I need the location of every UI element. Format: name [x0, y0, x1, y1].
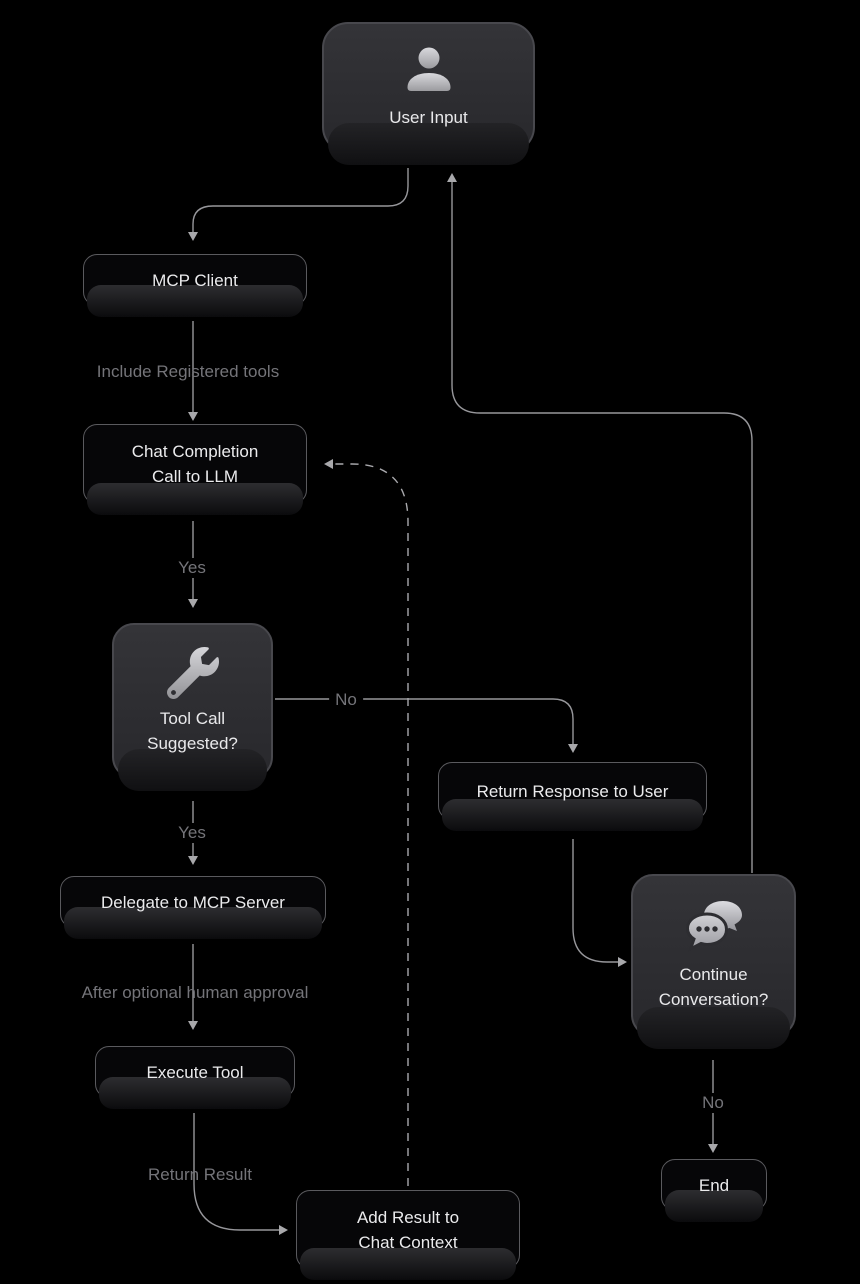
node-label-line2: Conversation?	[658, 990, 769, 1009]
node-end	[661, 1159, 767, 1211]
node-return-response	[438, 762, 707, 820]
arrowhead	[279, 1225, 288, 1235]
edge-label-yes-llm: Yes	[172, 558, 212, 578]
node-label-line1: Add Result to	[356, 1207, 460, 1227]
edge-user-input-to-mcp-client	[193, 168, 408, 232]
node-add-result	[296, 1190, 520, 1269]
edge-label-return-result: Return Result	[148, 1165, 252, 1184]
edge-label-no-tool: No	[329, 690, 363, 710]
arrowhead	[188, 856, 198, 865]
edge-label-include-registered-tools: Include Registered tools	[96, 362, 280, 381]
node-label: End	[698, 1175, 730, 1195]
node-label-line1: Chat Completion	[131, 442, 259, 461]
edge-tool-call-to-return-response	[275, 699, 573, 744]
node-delegate-mcp-server	[60, 876, 326, 928]
user-icon	[404, 46, 454, 96]
edge-label-no-continue: No	[696, 1093, 730, 1113]
node-label: Delegate to MCP Server	[101, 892, 285, 912]
wrench-icon	[167, 647, 219, 699]
edge-label-yes-tool: Yes	[172, 823, 212, 843]
chat-bubbles-icon	[683, 899, 745, 955]
node-label-line2: Chat Context	[358, 1232, 458, 1252]
node-label: Execute Tool	[146, 1062, 244, 1082]
arrowhead	[324, 459, 333, 469]
node-label: User Input	[389, 107, 468, 127]
arrowhead	[188, 412, 198, 421]
arrowhead	[188, 1021, 198, 1030]
node-execute-tool	[95, 1046, 295, 1098]
node-label: MCP Client	[152, 270, 238, 290]
node-label: Return Response to User	[476, 781, 669, 801]
node-label-line2: Call to LLM	[152, 467, 238, 486]
node-label-line2: Suggested?	[147, 733, 238, 753]
node-label-line1: Continue	[679, 965, 748, 984]
node-user-input	[322, 22, 535, 153]
edge-add-result-to-chat-completion	[334, 464, 408, 1186]
arrowhead	[708, 1144, 718, 1153]
edge-return-response-to-continue	[573, 839, 618, 962]
edge-label-approval: After optional human approval	[81, 983, 309, 1002]
arrowhead	[618, 957, 627, 967]
node-mcp-client	[83, 254, 307, 306]
node-tool-call-suggested	[112, 623, 273, 779]
arrowhead	[188, 599, 198, 608]
node-continue-conversation	[631, 874, 796, 1037]
node-label-line1: Tool Call	[159, 708, 226, 728]
arrowhead	[188, 232, 198, 241]
arrowhead	[447, 173, 457, 182]
node-chat-completion	[83, 424, 307, 504]
arrowhead	[568, 744, 578, 753]
